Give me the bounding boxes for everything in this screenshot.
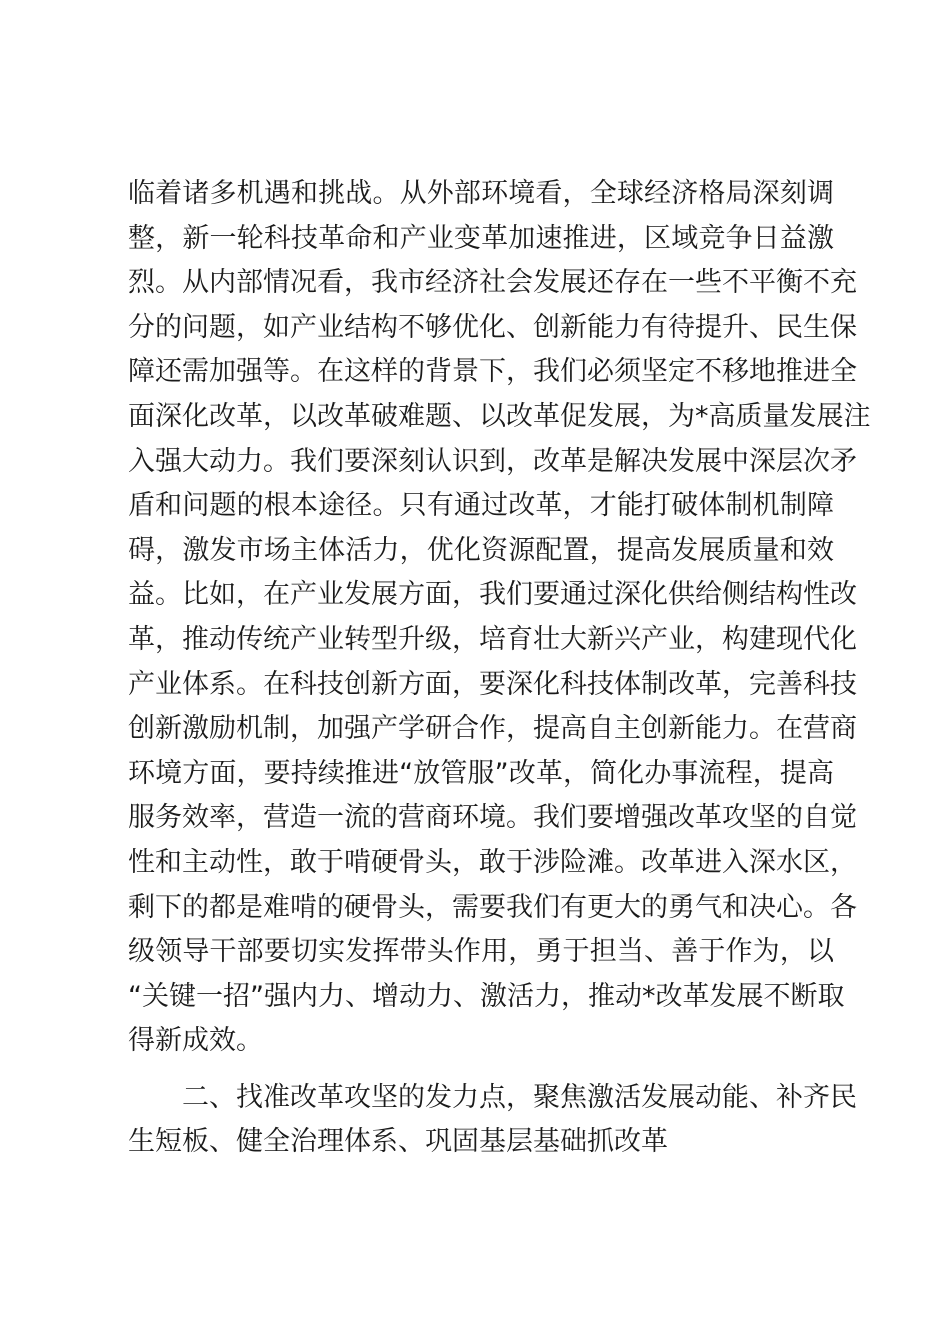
paragraph-line: 盾和问题的根本途径。只有通过改革，才能打破体制机制障 <box>128 490 834 522</box>
paragraph-line: 益。比如，在产业发展方面，我们要通过深化供给侧结构性改 <box>128 579 857 611</box>
paragraph-line: 产业体系。在科技创新方面，要深化科技体制改革，完善科技 <box>128 668 857 700</box>
paragraph-line: 性和主动性，敢于啃硬骨头，敢于涉险滩。改革进入深水区， <box>128 846 857 878</box>
paragraph-line: 障还需加强等。在这样的背景下，我们必须坚定不移地推进全 <box>128 356 857 388</box>
heading-line: 二、找准改革攻坚的发力点，聚焦激活发展动能、补齐民 <box>182 1081 857 1113</box>
paragraph-line: 创新激励机制，加强产学研合作，提高自主创新能力。在营商 <box>128 713 857 745</box>
paragraph-line: 面深化改革，以改革破难题、以改革促发展，为*高质量发展注 <box>128 400 871 432</box>
paragraph-line: 烈。从内部情况看，我市经济社会发展还存在一些不平衡不充 <box>128 267 857 299</box>
paragraph-line: 分的问题，如产业结构不够优化、创新能力有待提升、民生保 <box>128 311 857 343</box>
paragraph-line: 剩下的都是难啃的硬骨头，需要我们有更大的勇气和决心。各 <box>128 891 857 923</box>
paragraph-line: 碍，激发市场主体活力，优化资源配置，提高发展质量和效 <box>128 534 834 566</box>
paragraph-spacer <box>128 1064 834 1076</box>
paragraph-line: 入强大动力。我们要深刻认识到，改革是解决发展中深层次矛 <box>128 445 857 477</box>
paragraph-line: 革，推动传统产业转型升级，培育壮大新兴产业，构建现代化 <box>128 623 857 655</box>
paragraph-line: 得新成效。 <box>128 1025 263 1057</box>
heading-line: 生短板、健全治理体系、巩固基层基础抓改革 <box>128 1126 668 1158</box>
paragraph-line: 环境方面，要持续推进“放管服”改革，简化办事流程，提高 <box>128 757 834 789</box>
paragraph-line: 级领导干部要切实发挥带头作用，勇于担当、善于作为，以 <box>128 936 834 968</box>
body-paragraph <box>128 172 871 1064</box>
section-heading <box>128 1076 857 1165</box>
paragraph-line: 整，新一轮科技革命和产业变革加速推进，区域竞争日益激 <box>128 222 834 254</box>
paragraph-line: “关键一招”强内力、增动力、激活力，推动*改革发展不断取 <box>128 980 845 1012</box>
document-body <box>128 172 871 1165</box>
paragraph-line: 服务效率，营造一流的营商环境。我们要增强改革攻坚的自觉 <box>128 802 857 834</box>
paragraph-line: 临着诸多机遇和挑战。从外部环境看，全球经济格局深刻调 <box>128 178 834 209</box>
